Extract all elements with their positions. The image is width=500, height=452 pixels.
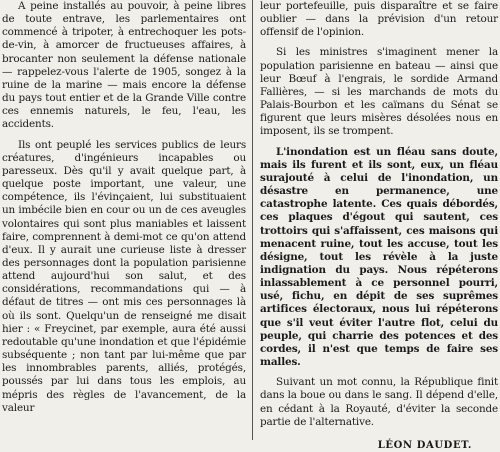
paragraph: Suivant un mot connu, la République finit dans la boue ou dans le sang. Il dépend d'elle, en cédant à la Royauté, d'éviter la seconde partie de l'alternative. (260, 376, 498, 428)
paragraph: leur portefeuille, puis disparaître et se faire oublier — dans la prévision d'un retour offensif de l'opinion. (260, 0, 498, 39)
paragraph: Si les ministres s'imaginent mener la population parisienne en bateau — ainsi que leur Bœuf à l'engrais, le sordide Armand Fallières, — si les marchands de mots du Palais-Bourbon et les caïmans du Sénat se figurent que leurs misères désolées nous en imposent, ils se trompent. (260, 46, 498, 138)
paragraph: A peine installés au pouvoir, à peine libres de toute entrave, les parlementaires ont commencé à tripoter, à entrechoquer les pots-de-vin, à amorcer de fructueuses affaires, à brocanter non seulement la défense nationale — rappelez-vous l'alerte de 1905, songez à la ruine de la marine — mais encore la défense du pays tout entier et de la Grande Ville contre ces ennemis naturels, le feu, l'eau, les accidents. (2, 0, 246, 131)
left-column (2, 0, 250, 415)
column-divider (252, 0, 253, 440)
paragraph: L'inondation est un fléau sans doute, mais ils furent et ils sont, eux, un fléau surajouté à celui de l'inondation, un désastre en permanence, une catastrophe latente. Ces quais débordés, ces plaques d'égout qui sautent, ces trottoirs qui s'affaissent, ces maisons qui menacent ruine, tout les accuse, tout les désigne, tout les révèle à la juste indignation du pays. Nous répéterons inlassablement à ce personnel pourri, usé, fichu, en dépit de ses suprêmes artifices électoraux, nous lui répéterons que s'il veut éviter l'autre flot, celui du peuple, qui charrie des potences et des cordes, il n'est que temps de faire ses malles. (260, 145, 498, 369)
right-column (258, 0, 498, 452)
author-signature: LÉON DAUDET. (377, 439, 472, 451)
paragraph: Ils ont peuplé les services publics de leurs créatures, d'ingénieurs incapables ou paresseux. Dès qu'il y avait quelque part, à quelque poste important, une valeur, une compétence, ils l'évinçaient, lui substituaient un imbécile bien en cour ou un de ces aveugles volontaires qui sont plus maniables et laissent faire, comprennent à demi-mot ce qu'on attend d'eux. Il y aurait une curieuse liste à dresser des personnages dont la population parisienne attend aujourd'hui son salut, et des considérations, recommandations qui — à défaut de titres — ont mis ces personnages là où ils sont. Quelqu'un de renseigné me disait hier : « Freycinet, par exemple, aura été aussi redoutable qu'une inondation et que l'épidémie subséquente ; non tant par lui-même que par les innombrables parents, alliés, protégés, poussés par lui dans tous les emplois, au mépris des règles de l'avancement, de la valeur (2, 138, 246, 414)
